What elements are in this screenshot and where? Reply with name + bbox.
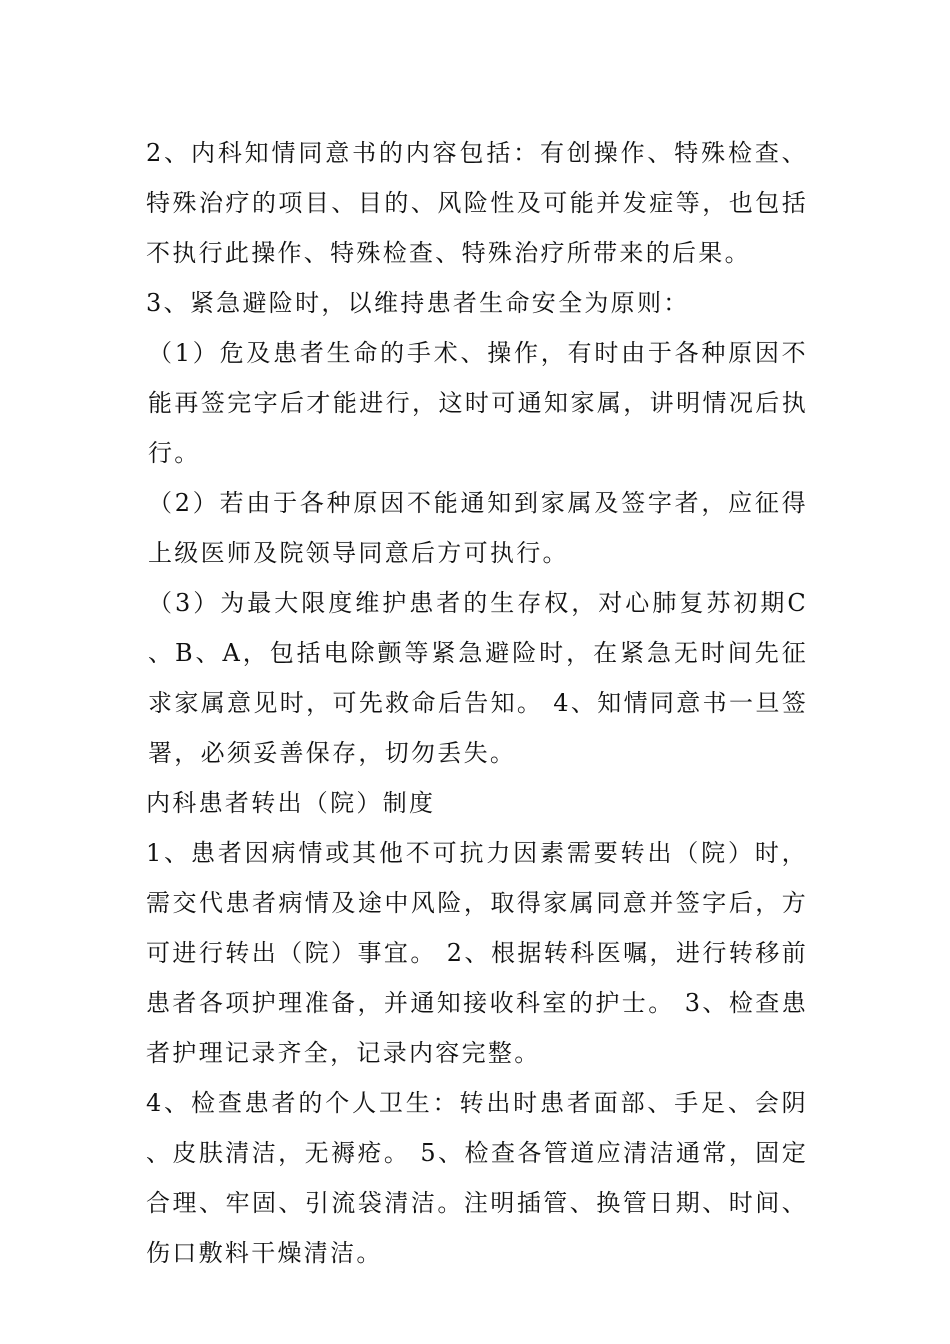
- paragraph-emergency-item-1: （1）危及患者生命的手术、操作，有时由于各种原因不能再签完字后才能进行，这时可通知家属，讲明情况后执行。: [148, 339, 808, 467]
- paragraph-emergency-item-3: （3）为最大限度维护患者的生存权，对心肺复苏初期C、B、A，包括电除颤等紧急避险时，在紧急无时间先征求家属意见时，可先救命后告知。 4、知情同意书一旦签署，必须妥善保存，切勿丢失。: [148, 589, 808, 767]
- paragraph-emergency-item-2: （2）若由于各种原因不能通知到家属及签字者，应征得上级医师及院领导同意后方可执行。: [148, 489, 808, 567]
- paragraph-emergency-principle: 3、紧急避险时，以维持患者生命安全为原则：: [146, 289, 690, 317]
- paragraph-consent-content: 2、内科知情同意书的内容包括：有创操作、特殊检查、特殊治疗的项目、目的、风险性及可能并发症等，也包括不执行此操作、特殊检查、特殊治疗所带来的后果。: [146, 139, 808, 267]
- document-body: [146, 128, 808, 1278]
- paragraph-transfer-steps-1-3: 1、患者因病情或其他不可抗力因素需要转出（院）时，需交代患者病情及途中风险，取得家属同意并签字后，方可进行转出（院）事宜。 2、根据转科医嘱，进行转移前患者各项护理准备，并通知接收科室的护士。 3、检查患者护理记录齐全，记录内容完整。: [146, 839, 808, 1067]
- section-heading-transfer-policy: 内科患者转出（院）制度: [146, 789, 436, 817]
- paragraph-transfer-steps-4-5: 4、检查患者的个人卫生：转出时患者面部、手足、会阴、皮肤清洁，无褥疮。 5、检查各管道应清洁通常，固定合理、牢固、引流袋清洁。注明插管、换管日期、时间、伤口敷料干燥清洁。: [146, 1089, 808, 1267]
